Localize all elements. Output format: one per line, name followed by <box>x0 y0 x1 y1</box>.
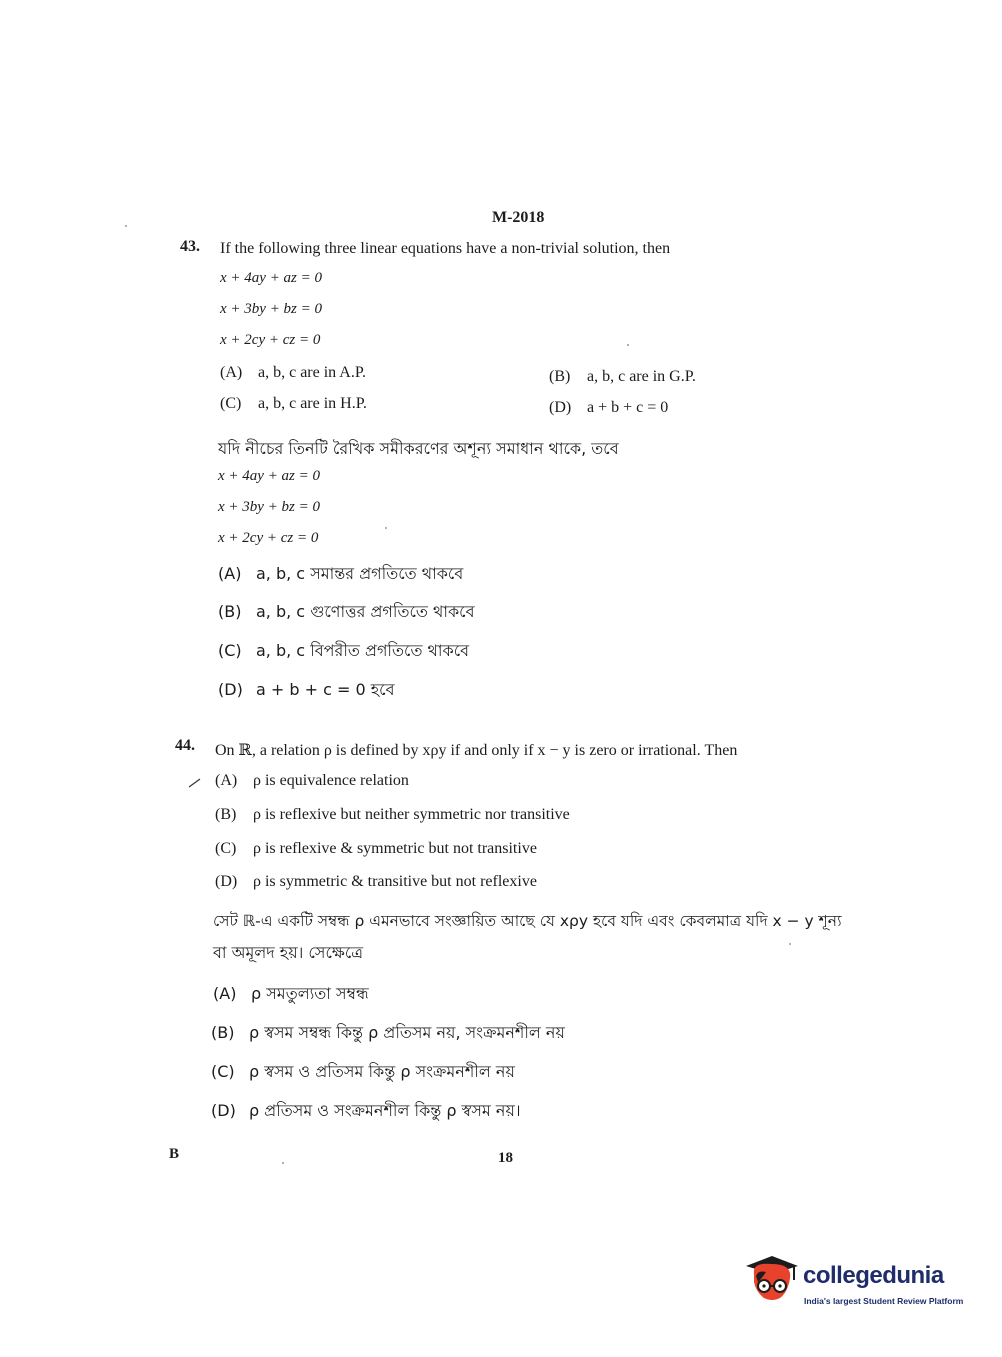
option-text: a + b + c = 0 <box>587 399 669 416</box>
q44-option-d-bn <box>211 1098 521 1125</box>
option-text: a, b, c are in A.P. <box>258 364 366 381</box>
logo-tagline: India's largest Student Review Platform <box>804 1296 964 1306</box>
option-label: (A) <box>213 984 237 1003</box>
q43-option-d-bn <box>218 677 395 704</box>
option-label: (C) <box>215 840 237 857</box>
option-label: (D) <box>549 399 572 416</box>
option-text: ρ is symmetric & transitive but not reflexive <box>253 873 537 890</box>
option-text: ρ প্রতিসম ও সংক্রমনশীল কিন্তু ρ স্বসম নয়। <box>249 1101 521 1120</box>
option-label: (B) <box>218 602 242 621</box>
option-text: ρ is reflexive but neither symmetric nor transitive <box>253 806 570 823</box>
option-label: (C) <box>220 395 242 412</box>
speck <box>282 1162 284 1164</box>
question-43-text-bn: যদি নীচের তিনটি রৈখিক সমীকরণের অশূন্য সমাধান থাকে, তবে <box>218 439 619 458</box>
q43-bn-equation-3: x + 2cy + cz = 0 <box>218 530 319 546</box>
option-text: ρ স্বসম সম্বন্ধ কিন্তু ρ প্রতিসম নয়, সংক্রমনশীল নয় <box>249 1023 565 1042</box>
q43-equation-3: x + 2cy + cz = 0 <box>220 332 321 348</box>
q43-equation-2: x + 3by + bz = 0 <box>220 301 323 317</box>
q44-option-c-bn <box>211 1059 515 1086</box>
q44-option-c-en <box>215 840 537 858</box>
tick-mark-icon <box>188 777 202 789</box>
q44-option-a-bn <box>213 981 369 1008</box>
option-label: (D) <box>218 680 243 699</box>
question-43-text-en: If the following three linear equations have a non-trivial solution, then <box>220 240 671 257</box>
speck <box>789 943 791 945</box>
q43-option-a-bn <box>218 561 463 588</box>
option-text: ρ is equivalence relation <box>253 772 409 789</box>
q43-option-c-en <box>220 395 367 413</box>
q44-option-b-en <box>215 806 570 824</box>
option-label: (B) <box>211 1023 235 1042</box>
q43-option-d-en <box>549 399 668 417</box>
option-label: (D) <box>211 1101 236 1120</box>
option-label: (C) <box>211 1062 235 1081</box>
option-label: (B) <box>549 368 571 385</box>
option-label: (B) <box>215 806 237 823</box>
question-44-text-bn-line2: বা অমূলদ হয়। সেক্ষেত্রে <box>213 943 364 962</box>
q43-bn-equation-2: x + 3by + bz = 0 <box>218 499 321 515</box>
option-label: (D) <box>215 873 238 890</box>
option-text: a + b + c = 0 হবে <box>256 680 395 699</box>
q44-option-d-en <box>215 873 537 891</box>
speck <box>627 344 629 346</box>
q44-option-b-bn <box>211 1020 565 1047</box>
option-text: a, b, c are in H.P. <box>258 395 367 412</box>
question-43-number: 43. <box>180 238 200 255</box>
q43-bn-equation-1: x + 4ay + az = 0 <box>218 468 321 484</box>
option-text: a, b, c গুণোত্তর প্রগতিতে থাকবে <box>256 602 475 621</box>
logo-name: collegedunia <box>803 1262 944 1289</box>
option-label: (A) <box>215 772 238 789</box>
question-44-text-bn-line1: সেট ℝ-এ একটি সম্বন্ধ ρ এমনভাবে সংজ্ঞায়িত আছে যে xρy হবে যদি এবং কেবলমাত্র যদি x − y শূন্য <box>213 912 842 930</box>
q44-option-a-en <box>215 772 409 790</box>
q43-option-c-bn <box>218 638 469 665</box>
question-44-text-en: On ℝ, a relation ρ is defined by xρy if and only if x − y is zero or irrational. Then <box>215 742 738 759</box>
option-text: ρ সমতুল্যতা সম্বন্ধ <box>251 984 369 1003</box>
q43-equation-1: x + 4ay + az = 0 <box>220 270 323 286</box>
paper-code: M-2018 <box>492 209 545 226</box>
q43-option-b-bn <box>218 599 475 626</box>
option-text: ρ is reflexive & symmetric but not transitive <box>253 840 537 857</box>
question-set-label: B <box>169 1146 180 1162</box>
q43-option-a-en <box>220 364 366 382</box>
option-label: (C) <box>218 641 242 660</box>
page-number: 18 <box>498 1150 513 1166</box>
speck <box>125 225 127 227</box>
option-text: ρ স্বসম ও প্রতিসম কিন্তু ρ সংক্রমনশীল নয় <box>249 1062 515 1081</box>
q43-option-b-en <box>549 368 696 386</box>
question-44-number: 44. <box>175 737 195 754</box>
option-label: (A) <box>218 564 242 583</box>
speck <box>385 527 387 529</box>
option-text: a, b, c বিপরীত প্রগতিতে থাকবে <box>256 641 470 660</box>
option-text: a, b, c সমান্তর প্রগতিতে থাকবে <box>256 564 464 583</box>
option-text: a, b, c are in G.P. <box>587 368 696 385</box>
option-label: (A) <box>220 364 243 381</box>
